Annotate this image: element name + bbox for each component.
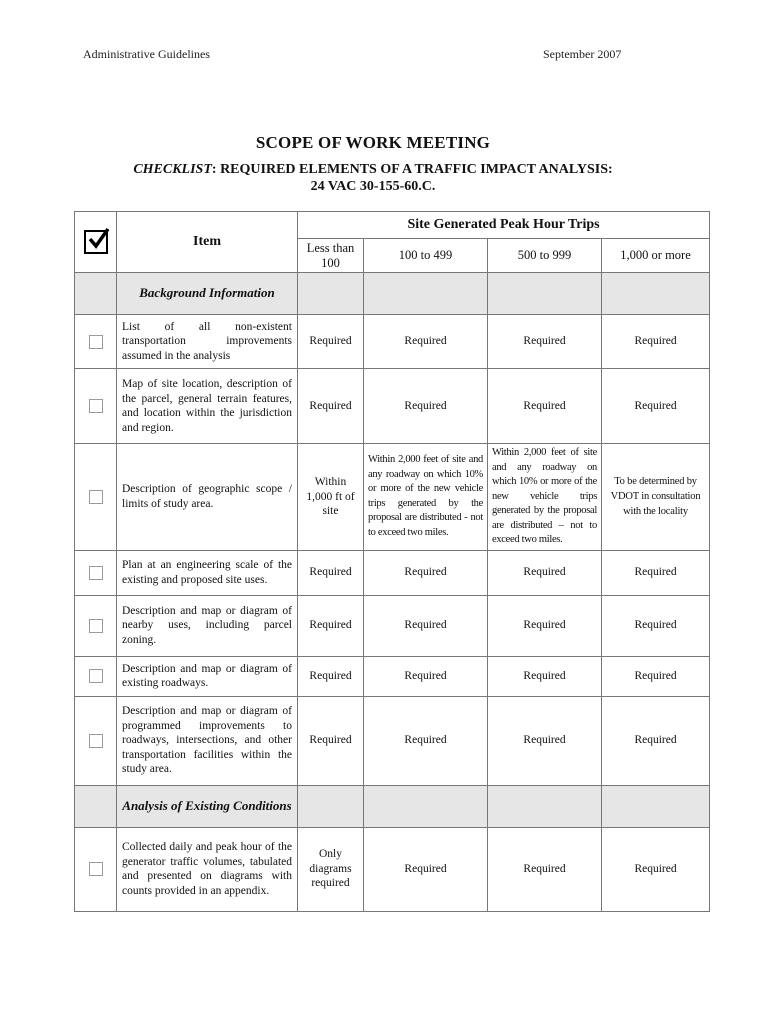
value-cell: Within 2,000 feet of site and any roadway on which 10% or more of the new vehicle trips generated by the proposal are distributed – not to exceed two miles. [488,444,602,551]
checkbox-cell [75,656,117,696]
value-cell: Required [488,827,602,911]
table-row [75,656,710,696]
value-cell: Required [488,696,602,785]
value-cell: Required [298,696,364,785]
section-blank-cell [298,785,364,827]
section-blank-cell [488,273,602,315]
item-text: Map of site location, description of the parcel, general terrain features, and location within the jurisdiction and region. [117,369,298,444]
value-cell: Required [488,550,602,595]
value-cell: Required [364,827,488,911]
item-text: Plan at an engineering scale of the existing and proposed site uses. [117,550,298,595]
value-cell: Required [602,315,710,369]
item-text: Description and map or diagram of nearby uses, including parcel zoning. [117,595,298,656]
checkbox-cell [75,550,117,595]
value-cell: To be determined by VDOT in consultation with the locality [602,444,710,551]
checkbox-cell [75,315,117,369]
checkbox[interactable] [89,669,103,683]
col-header-500-999: 500 to 999 [488,239,602,273]
page-title: SCOPE OF WORK MEETING [255,133,491,152]
table-row [75,369,710,444]
checkbox-cell [75,595,117,656]
table-row [75,595,710,656]
item-text: Description and map or diagram of programmed improvements to roadways, intersections, and other transportation facilities within the study area. [117,696,298,785]
section-blank-cell [75,273,117,315]
header-left: Administrative Guidelines [83,47,210,61]
checkbox[interactable] [89,490,103,504]
table-row [75,550,710,595]
value-cell: Required [488,656,602,696]
checkbox-cell [75,696,117,785]
section-blank-cell [364,785,488,827]
subtitle-lead: CHECKLIST [133,162,212,177]
value-cell: Within 1,000 ft of site [298,444,364,551]
value-cell: Required [488,595,602,656]
section-blank-cell [298,273,364,315]
value-cell: Required [602,827,710,911]
section-blank-cell [364,273,488,315]
value-cell: Required [298,595,364,656]
value-cell: Required [364,369,488,444]
checkbox-cell [75,369,117,444]
item-text: Description and map or diagram of existing roadways. [117,656,298,696]
value-cell: Required [298,656,364,696]
value-cell: Required [298,369,364,444]
section-blank-cell [602,273,710,315]
col-header-100-499: 100 to 499 [364,239,488,273]
table-row [75,827,710,911]
value-cell: Required [298,550,364,595]
value-cell: Required [602,595,710,656]
checkbox[interactable] [89,862,103,876]
section-label: Analysis of Existing Conditions [117,785,298,827]
table-row [75,696,710,785]
value-cell: Required [602,369,710,444]
value-cell: Required [364,550,488,595]
section-blank-cell [488,785,602,827]
value-cell: Required [364,315,488,369]
checkmark-icon [84,230,108,254]
col-header-1000-plus: 1,000 or more [602,239,710,273]
item-text: Description of geographic scope / limits of study area. [117,444,298,551]
table-header-row [75,212,710,239]
value-cell: Required [298,315,364,369]
item-text: Collected daily and peak hour of the generator traffic volumes, tabulated and presented on diagrams with counts provided in an appendix. [117,827,298,911]
value-cell: Required [488,315,602,369]
table-row [75,444,710,551]
checkbox[interactable] [89,734,103,748]
site-trips-header: Site Generated Peak Hour Trips [298,212,710,239]
checkbox[interactable] [89,335,103,349]
page-subtitle [0,161,746,195]
subtitle-rest: : REQUIRED ELEMENTS OF A TRAFFIC IMPACT ANALYSIS: [211,162,613,177]
checkbox-cell [75,827,117,911]
section-row [75,785,710,827]
col-header-less-than-100: Less than 100 [298,239,364,273]
checklist-table [74,211,710,912]
value-cell: Required [602,550,710,595]
header-check-cell [75,212,117,273]
section-blank-cell [602,785,710,827]
item-text: List of all non-existent transportation improvements assumed in the analysis [117,315,298,369]
section-label: Background Information [117,273,298,315]
header-date: September 2007 [543,47,622,61]
section-row [75,273,710,315]
value-cell: Required [602,656,710,696]
section-blank-cell [75,785,117,827]
checkbox-cell [75,444,117,551]
value-cell: Required [364,595,488,656]
value-cell: Required [488,369,602,444]
table-row [75,315,710,369]
value-cell: Required [364,656,488,696]
checkbox[interactable] [89,566,103,580]
value-cell: Required [364,696,488,785]
subtitle-line2: 24 VAC 30-155-60.C. [310,179,436,194]
checkbox[interactable] [89,619,103,633]
item-header: Item [117,212,298,273]
value-cell: Within 2,000 feet of site and any roadway on which 10% or more of the new vehicle trips generated by the proposal are distributed - not to exceed two miles. [364,444,488,551]
value-cell: Only diagrams required [298,827,364,911]
checkbox[interactable] [89,399,103,413]
value-cell: Required [602,696,710,785]
